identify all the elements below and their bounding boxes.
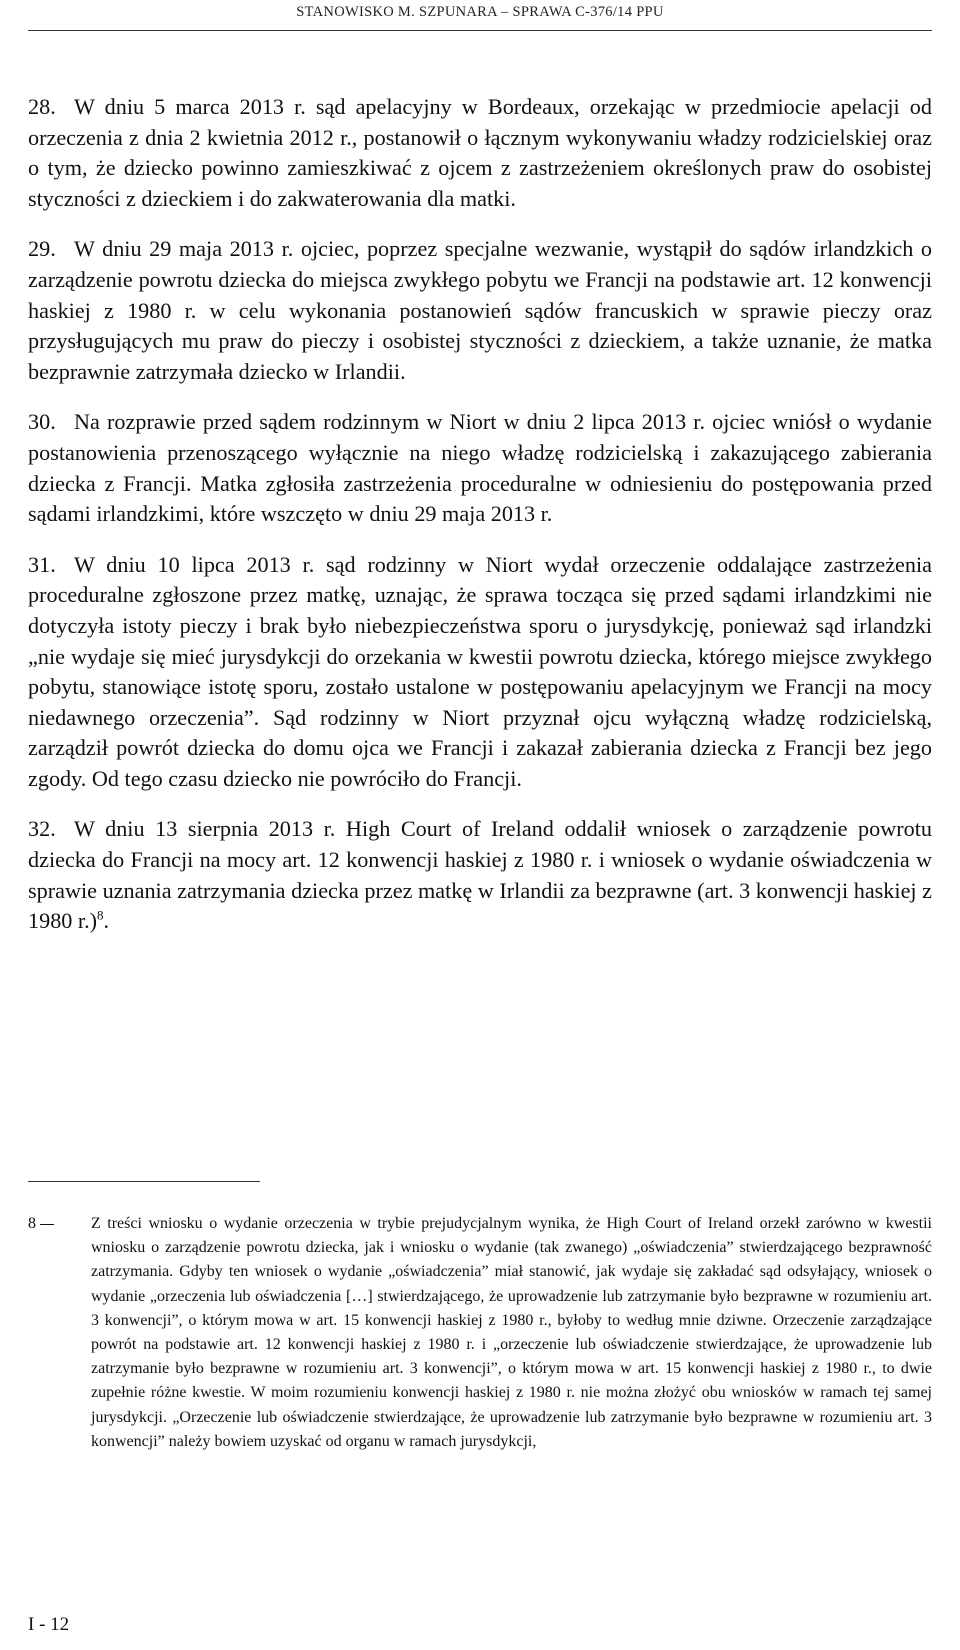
paragraph-number: 29. bbox=[28, 236, 56, 262]
paragraph-number: 31. bbox=[28, 551, 56, 577]
paragraph-31 bbox=[28, 550, 932, 795]
paragraph-text: W dniu 29 maja 2013 r. ojciec, poprzez specjalne wezwanie, wystąpił do sądów irlandzkich o zarządzenie powrotu dziecka do miejsca zwykłego pobytu we Francji na podstawie art. 12 konwencji haskiej z 1980 r. w celu wykonania postanowień sądów francuskich w sprawie pieczy oraz przysługujących mu praw do pieczy i osobistej styczności z dzieckiem, a także uznanie, że matka bezprawnie zatrzymała dziecko w Irlandii. bbox=[28, 236, 932, 384]
paragraph-text: W dniu 5 marca 2013 r. sąd apelacyjny w Bordeaux, orzekając w przedmiocie apelacji od orzeczenia z dnia 2 kwietnia 2012 r., postanowił o łącznym wykonywaniu władzy rodzicielskiej oraz o tym, że dziecko powinno zamieszkiwać z ojcem z zastrzeżeniem określonych praw do osobistej styczności z dzieckiem i do zakwaterowania dla matki. bbox=[28, 94, 932, 211]
footnote-separator bbox=[28, 1181, 260, 1182]
running-header: STANOWISKO M. SZPUNARA – SPRAWA C-376/14 PPU bbox=[296, 4, 664, 20]
paragraph-28 bbox=[28, 92, 932, 214]
document-body bbox=[28, 92, 932, 957]
footnote-8 bbox=[28, 1212, 932, 1454]
header-divider bbox=[28, 30, 932, 31]
footnote-mark: 8 bbox=[28, 1215, 36, 1232]
paragraph-number: 32. bbox=[28, 816, 56, 842]
paragraph-29 bbox=[28, 234, 932, 387]
paragraph-number: 30. bbox=[28, 409, 56, 435]
paragraph-text: W dniu 10 lipca 2013 r. sąd rodzinny w Niort wydał orzeczenie oddalające zastrzeżenia proceduralne zgłoszone przez matkę, uznając, że sprawa tocząca się przed sądami irlandzkimi nie dotyczyła istoty pieczy i brak było niebezpieczeństwa sporu o jurysdykcję, ponieważ sąd irlandzki „nie wydaje się mieć jurysdykcji do orzekania w kwestii powrotu dziecka, którego miejsce zwykłego pobytu, stanowiące istotę sporu, zostało ustalone w postępowaniu apelacyjnym we Francji na mocy niedawnego orzeczenia”. Sąd rodzinny w Niort przyznał ojcu wyłączną władzę rodzicielską, zarządził powrót dziecka do domu ojca we Francji i zakazał zabierania dziecka z Francji bez jego zgody. Od tego czasu dziecko nie powróciło do Francji. bbox=[28, 551, 932, 791]
paragraph-text: Na rozprawie przed sądem rodzinnym w Niort w dniu 2 lipca 2013 r. ojciec wniósł o wydanie postanowienia przenoszącego wyłącznie na niego władzę rodzicielską i zakazującego zabierania dziecka z Francji. Matka zgłosiła zastrzeżenia proceduralne w odniesieniu do postępowania przed sądami irlandzkimi, które wszczęto w dniu 29 maja 2013 r. bbox=[28, 409, 932, 527]
paragraph-32 bbox=[28, 814, 932, 936]
paragraph-30 bbox=[28, 407, 932, 529]
paragraph-end-punctuation: . bbox=[103, 908, 110, 934]
paragraph-number: 28. bbox=[28, 94, 56, 119]
footnote-text: Z treści wniosku o wydanie orzeczenia w trybie prejudycjalnym wynika, że High Court of Ireland orzekł zarówno w kwestii wniosku o zarządzenie powrotu dziecka, jak i wniosku o wydanie (tak zwanego) „oświadczenia” stwierdzającego bezprawność zatrzymania. Gdyby ten wniosek o wydanie „oświadczenia” miał stanowić, jak wydaje się zakładać sąd odsyłający, wniosek o wydanie „orzeczenia lub oświadczenia […] stwierdzającego, że uprowadzenie lub zatrzymanie było bezprawne w rozumieniu art. 3 konwencji”, o którym mowa w art. 15 konwencji haskiej z 1980 r., byłoby to według mnie dziwne. Orzeczenie zarządzające powrót na podstawie art. 12 konwencji haskiej z 1980 r. i „orzeczenie lub oświadczenie stwierdzające, że uprowadzenie lub zatrzymanie było bezprawne w rozumieniu art. 3 konwencji”, o którym mowa w art. 15 konwencji haskiej z 1980 r., to dwie zupełnie różne kwestie. W moim rozumieniu konwencji haskiej z 1980 r. nie można złożyć obu wniosków w ramach tej samej jurysdykcji. „Orzeczenie lub oświadczenie stwierdzające, że uprowadzenie lub zatrzymanie było bezprawne w rozumieniu art. 3 konwencji” należy bowiem uzyskać od organu w ramach jurysdykcji, bbox=[91, 1215, 932, 1450]
page-number: I - 12 bbox=[28, 1614, 70, 1635]
paragraph-text: W dniu 13 sierpnia 2013 r. High Court of Ireland oddalił wniosek o zarządzenie powrotu dziecka do Francji na mocy art. 12 konwencji haskiej z 1980 r. i wniosek o wydanie oświadczenia w sprawie uznania zatrzymania dziecka przez matkę w Irlandii za bezprawne (art. 3 konwencji haskiej z 1980 r.) bbox=[28, 816, 932, 934]
footnote-reference-link[interactable]: 8 bbox=[97, 907, 104, 923]
footnote-dash bbox=[40, 1224, 54, 1225]
